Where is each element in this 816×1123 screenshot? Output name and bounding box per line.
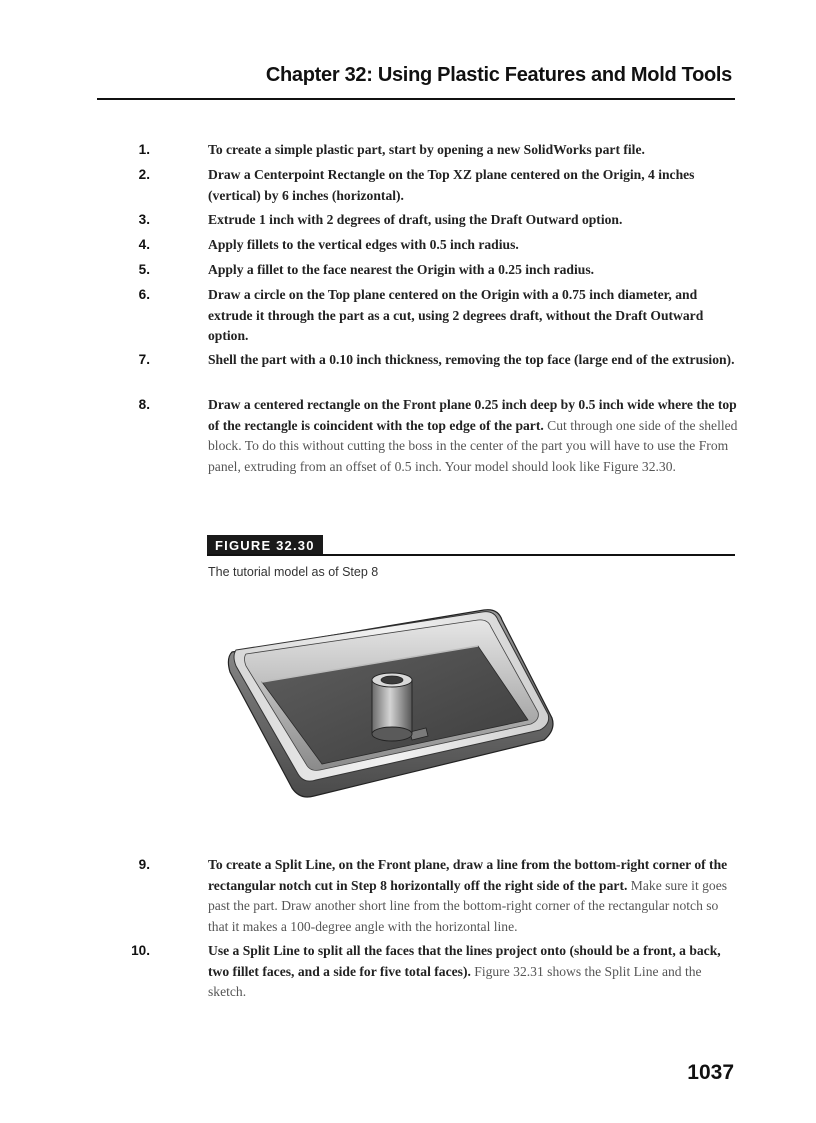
figure-rule (207, 554, 735, 556)
step-number: 8. (138, 397, 150, 412)
header-rule (97, 98, 735, 100)
step-item-5 (138, 260, 740, 281)
step-item-9 (138, 855, 740, 937)
step-instruction: Draw a circle on the Top plane centered on the Origin with a 0.75 inch diameter, and extrude it through the part as a cut, using 2 degrees draft, without the Draft Outward option. (208, 287, 704, 343)
step-instruction: Extrude 1 inch with 2 degrees of draft, using the Draft Outward option. (208, 212, 623, 227)
figure-label: FIGURE 32.30 (207, 535, 323, 556)
step-item-10 (131, 941, 740, 1003)
step-item-7 (138, 350, 740, 371)
step-number: 2. (138, 167, 150, 182)
step-number: 3. (138, 212, 150, 227)
step-detail: Make sure it goes past the part. Draw another short line from the bottom-right corner of the rectangular notch so that it makes a 100-degree angle with the horizontal line. (208, 877, 728, 934)
figure-caption: The tutorial model as of Step 8 (208, 565, 379, 579)
step-number: 4. (138, 237, 150, 252)
step-instruction: Apply fillets to the vertical edges with 0.5 inch radius. (208, 237, 519, 252)
center-boss (372, 673, 412, 741)
page-number: 1037 (687, 1061, 734, 1084)
step-number: 10. (131, 943, 150, 958)
step-instruction: Use a Split Line to split all the faces that the lines project onto (should be a front, a back, two fillet faces, and a side for five total faces). (208, 943, 721, 979)
step-number: 5. (138, 262, 150, 277)
figure-header (207, 535, 735, 556)
step-item-8 (138, 395, 740, 477)
step-number: 1. (138, 142, 150, 157)
step-instruction: Draw a centered rectangle on the Front plane 0.25 inch deep by 0.5 inch wide where the top of the rectangle is coincident with the top edge of the part. (208, 397, 737, 433)
step-instruction: To create a Split Line, on the Front plane, draw a line from the bottom-right corner of the rectangular notch cut in Step 8 horizontally off the right side of the part. (208, 857, 728, 893)
step-detail: Cut through one side of the shelled block. To do this without cutting the boss in the center of the part you will have to use the From panel, extruding from an offset of 0.5 inch. Your model should look like Figure 32.30. (208, 417, 738, 474)
chapter-title: Chapter 32: Using Plastic Features and Mold Tools (265, 64, 732, 86)
step-instruction: Draw a Centerpoint Rectangle on the Top XZ plane centered on the Origin, 4 inches (vertical) by 6 inches (horizontal). (208, 167, 695, 203)
shelled-tray-illustration (222, 600, 562, 800)
step-item-3 (138, 210, 740, 231)
step-detail: Figure 32.31 shows the Split Line and the sketch. (208, 963, 702, 999)
step-number: 6. (138, 287, 150, 302)
step-item-6 (138, 285, 740, 347)
step-item-2 (138, 165, 740, 206)
step-instruction: To create a simple plastic part, start by opening a new SolidWorks part file. (208, 142, 645, 157)
step-number: 9. (138, 857, 150, 872)
step-instruction: Shell the part with a 0.10 inch thickness, removing the top face (large end of the extrusion). (208, 352, 735, 367)
step-instruction: Apply a fillet to the face nearest the Origin with a 0.25 inch radius. (208, 262, 595, 277)
step-number: 7. (138, 352, 150, 367)
step-item-4 (138, 235, 740, 256)
step-item-1 (138, 140, 740, 161)
